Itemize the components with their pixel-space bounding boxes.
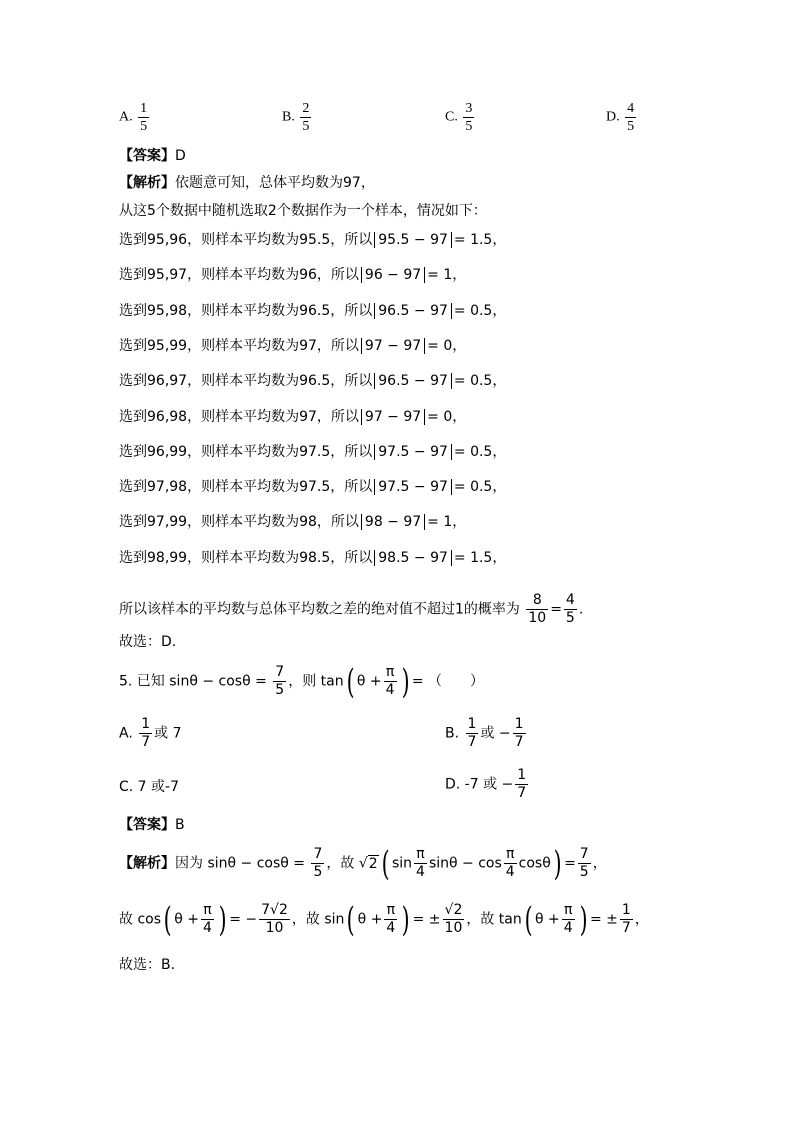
absolute-value: 96.5 − 97 (374, 303, 452, 319)
fraction: $\frac{√2}{10}$ (444, 902, 463, 936)
case-line: 选到96,97，则样本平均数为96.5，所以 96.5 − 97 = 0.5， (119, 373, 507, 390)
fraction: $\frac{3}{5}$ (465, 101, 473, 134)
q5-analysis-line2: 故 cos( θ + $\frac{\pi}{4}$ ) = − $\frac{7√2}{10}$ ，故 sin( θ + $\frac{\pi}{4}$ ) = ± $\frac{√2}{10}$ ，故 tan( θ + $\frac{\pi}{4}$ ) = ± $\frac{1}{7}$ ， (119, 899, 649, 940)
absolute-value: 96 − 97 (361, 267, 425, 283)
option-b: B. $\frac{2}{5}$ (282, 101, 310, 134)
sqrt-icon: √ (358, 855, 368, 872)
q4-analysis-intro: 【解析】依题意可知，总体平均数为97， (119, 175, 375, 191)
fraction: $\frac{8}{10}$ (528, 592, 547, 626)
case-line: 选到96,99，则样本平均数为97.5，所以 97.5 − 97 = 0.5， (119, 443, 507, 460)
absolute-value: 97.5 − 97 (374, 479, 452, 495)
option-c: C. $\frac{3}{5}$ (445, 101, 473, 134)
case-line: 选到96,98，则样本平均数为97，所以 97 − 97 = 0， (119, 408, 467, 425)
fraction: $\frac{7}{5}$ (275, 664, 285, 698)
fraction: $\frac{7√2}{10}$ (261, 902, 288, 936)
fraction: $\frac{4}{5}$ (627, 101, 635, 134)
q5-option-a: A. $\frac{1}{7}$ 或 7 (119, 716, 182, 750)
fraction: $\frac{7}{5}$ (313, 846, 323, 880)
absolute-value: 98.5 − 97 (374, 550, 452, 566)
option-a: A. $\frac{1}{5}$ (119, 101, 148, 134)
q5-option-d: D. -7 或 − $\frac{1}{7}$ (445, 767, 527, 801)
fraction: $\frac{\pi}{4}$ (563, 902, 573, 936)
absolute-value: 95.5 − 97 (374, 232, 452, 248)
q4-answer: 【答案】D (119, 148, 186, 164)
q5-answer: 【答案】B (119, 817, 185, 833)
fraction: $\frac{1}{7}$ (514, 716, 524, 750)
absolute-value: 96.5 − 97 (374, 373, 452, 389)
case-line: 选到95,96，则样本平均数为95.5，所以 95.5 − 97 = 1.5， (119, 232, 507, 248)
fraction: $\frac{1}{7}$ (141, 716, 151, 750)
option-d: D. $\frac{4}{5}$ (606, 101, 635, 134)
q4-sample-intro: 从这5个数据中随机选取2个数据作为一个样本，情况如下： (119, 203, 487, 219)
fraction: $\frac{7}{5}$ (579, 846, 589, 880)
q5-option-b: B. $\frac{1}{7}$ 或 − $\frac{1}{7}$ (445, 716, 524, 750)
q5-stem: 5. 已知 sinθ − cosθ = $\frac{7}{5}$ ，则 tan( θ + $\frac{\pi}{4}$ ) = （ ） (119, 661, 484, 702)
case-line: 选到97,98，则样本平均数为97.5，所以 97.5 − 97 = 0.5， (119, 479, 507, 496)
absolute-value: 97 − 97 (361, 409, 425, 425)
q5-analysis-line1: 【解析】因为 sinθ − cosθ = $\frac{7}{5}$ ，故 √2 ( sin $\frac{\pi}{4}$ sinθ − cos $\frac{\pi}{4}$ cosθ) = $\frac{7}{5}$ ， (119, 843, 607, 884)
absolute-value: 98 − 97 (361, 514, 425, 530)
q5-choice: 故选：B. (119, 957, 176, 973)
fraction: $\frac{\pi}{4}$ (203, 902, 212, 936)
fraction: $\frac{1}{5}$ (140, 101, 148, 134)
fraction: $\frac{\pi}{4}$ (386, 902, 396, 936)
fraction: $\frac{\pi}{4}$ (505, 846, 515, 880)
case-line: 选到95,97，则样本平均数为96，所以 96 − 97 = 1， (119, 267, 467, 284)
fraction: $\frac{\pi}{4}$ (416, 846, 425, 880)
case-line: 选到97,99，则样本平均数为98，所以 98 − 97 = 1， (119, 514, 467, 531)
q4-choice: 故选：D. (119, 634, 177, 650)
absolute-value: 97 − 97 (361, 338, 425, 354)
fraction: $\frac{1}{7}$ (467, 716, 477, 750)
case-line: 选到95,99，则样本平均数为97，所以 97 − 97 = 0， (119, 337, 467, 354)
q5-option-c: C. 7 或-7 (119, 779, 179, 795)
case-line: 选到98,99，则样本平均数为98.5，所以 98.5 − 97 = 1.5， (119, 549, 507, 566)
fraction: $\frac{1}{7}$ (517, 767, 527, 801)
fraction: $\frac{1}{7}$ (621, 902, 631, 936)
fraction: $\frac{4}{5}$ (565, 592, 575, 626)
fraction: $\frac{2}{5}$ (302, 101, 310, 134)
fraction: $\frac{\pi}{4}$ (385, 664, 395, 698)
absolute-value: 97.5 − 97 (374, 444, 452, 460)
case-line: 选到95,98，则样本平均数为96.5，所以 96.5 − 97 = 0.5， (119, 302, 507, 319)
q4-conclusion: 所以该样本的平均数与总体平均数之差的绝对值不超过1的概率为 $\frac{8}{10}$ = $\frac{4}{5}$ . (119, 592, 584, 626)
